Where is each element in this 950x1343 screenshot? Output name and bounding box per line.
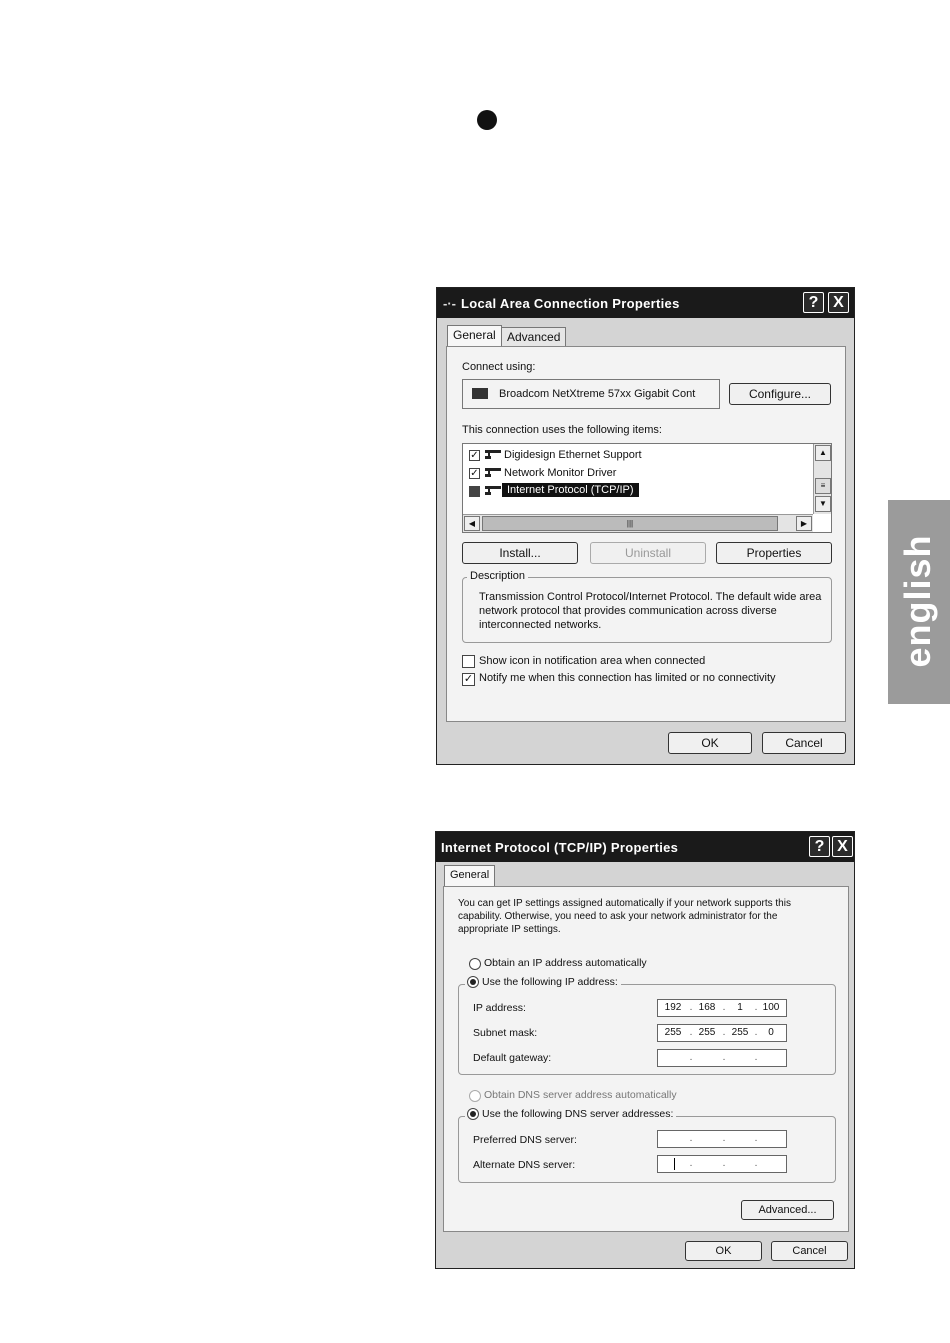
static-ip-group [458,976,836,1075]
description-group [462,570,832,643]
scroll-left-icon[interactable]: ◀ [464,516,480,531]
use-following-dns-radio[interactable] [467,1108,479,1120]
configure-button[interactable]: Configure... [729,383,831,405]
close-button[interactable]: X [828,292,849,313]
scroll-thumb[interactable]: ≡ [815,478,831,494]
scroll-thumb[interactable]: ||| [482,516,778,531]
text-cursor [674,1158,675,1170]
ip-address-field[interactable]: 192 . 168 . 1 . 100 [657,999,787,1017]
network-component-icon [485,468,501,477]
ip-address-label: IP address: [473,1002,526,1014]
description-legend: Description [467,570,528,582]
adapter-icon [472,388,488,399]
default-gateway-label: Default gateway: [473,1052,552,1064]
horizontal-scrollbar[interactable] [463,514,813,532]
advanced-button[interactable]: Advanced... [741,1200,834,1220]
obtain-ip-auto-radio[interactable] [469,958,481,970]
language-label: english [897,534,938,668]
close-button[interactable]: X [832,836,853,857]
obtain-dns-auto-label: Obtain DNS server address automatically [484,1089,677,1101]
show-icon-checkbox[interactable] [462,655,475,668]
network-component-icon [485,450,501,459]
static-ip-legend [465,976,621,988]
item-checkbox[interactable]: ✓ [470,468,479,479]
network-component-icon [485,486,501,495]
obtain-dns-auto-radio[interactable] [469,1090,481,1102]
items-list [462,443,832,533]
vertical-scrollbar[interactable] [813,444,831,514]
intro-text: You can get IP settings assigned automatically if your network supports this capability. Otherwise, you need to ask your network administrator for the appropriate IP settings. [458,898,791,935]
local-area-connection-dialog [436,287,855,765]
alternate-dns-label: Alternate DNS server: [473,1159,576,1171]
language-side-tab [888,500,950,704]
show-icon-label: Show icon in notification area when connected [479,655,706,667]
item-label: Internet Protocol (TCP/IP) [502,483,639,497]
default-gateway-field[interactable]: . . . [657,1049,787,1067]
item-label: Network Monitor Driver [504,467,617,479]
item-label: Digidesign Ethernet Support [504,449,642,461]
title-bar [436,832,854,862]
general-panel [443,886,849,1232]
install-button[interactable]: Install... [462,542,578,564]
list-item[interactable] [469,447,799,464]
obtain-ip-auto-label: Obtain an IP address automatically [484,957,647,969]
tab-general[interactable]: General [444,865,495,887]
help-button[interactable]: ? [809,836,830,857]
cancel-button[interactable]: Cancel [771,1241,848,1261]
adapter-name: Broadcom NetXtreme 57xx Gigabit Cont [499,388,696,400]
list-item-selected[interactable] [469,483,799,500]
static-dns-group [458,1108,836,1183]
use-following-dns-label: Use the following DNS server addresses: [482,1108,674,1120]
notify-label: Notify me when this connection has limited or no connectivity [479,672,776,684]
uninstall-button[interactable]: Uninstall [590,542,706,564]
title-bar [437,288,854,318]
preferred-dns-field[interactable]: . . . [657,1130,787,1148]
tab-general[interactable]: General [447,325,502,347]
connect-using-label: Connect using: [462,361,536,373]
help-button[interactable]: ? [803,292,824,313]
ok-button[interactable]: OK [668,732,752,754]
subnet-mask-field[interactable]: 255 . 255 . 255 . 0 [657,1024,787,1042]
ok-button[interactable]: OK [685,1241,762,1261]
scroll-right-icon[interactable]: ▶ [796,516,812,531]
description-text: Transmission Control Protocol/Internet Protocol. The default wide area network protocol that provides communication across diverse interconnected networks. [479,591,822,631]
adapter-box [462,379,720,409]
item-checkbox[interactable] [469,486,480,497]
dialog-title: Internet Protocol (TCP/IP) Properties [441,840,679,855]
properties-button[interactable]: Properties [716,542,832,564]
subnet-mask-label: Subnet mask: [473,1027,538,1039]
alternate-dns-field[interactable]: . . . [657,1155,787,1173]
bullet-marker [477,110,497,130]
cancel-button[interactable]: Cancel [762,732,846,754]
list-item[interactable] [469,465,799,482]
use-following-ip-label: Use the following IP address: [482,976,618,988]
items-label: This connection uses the following items: [462,424,662,436]
tcpip-properties-dialog [435,831,855,1269]
scroll-up-icon[interactable]: ▲ [815,445,831,461]
preferred-dns-label: Preferred DNS server: [473,1134,577,1146]
item-checkbox[interactable]: ✓ [470,450,479,461]
tab-advanced[interactable]: Advanced [501,327,566,347]
general-panel [446,346,846,722]
static-dns-legend [465,1108,676,1120]
network-icon: -·- [443,296,456,311]
use-following-ip-radio[interactable] [467,976,479,988]
notify-checkbox[interactable]: ✓ [463,673,474,685]
dialog-title: Local Area Connection Properties [461,296,680,311]
scroll-down-icon[interactable]: ▼ [815,496,831,512]
